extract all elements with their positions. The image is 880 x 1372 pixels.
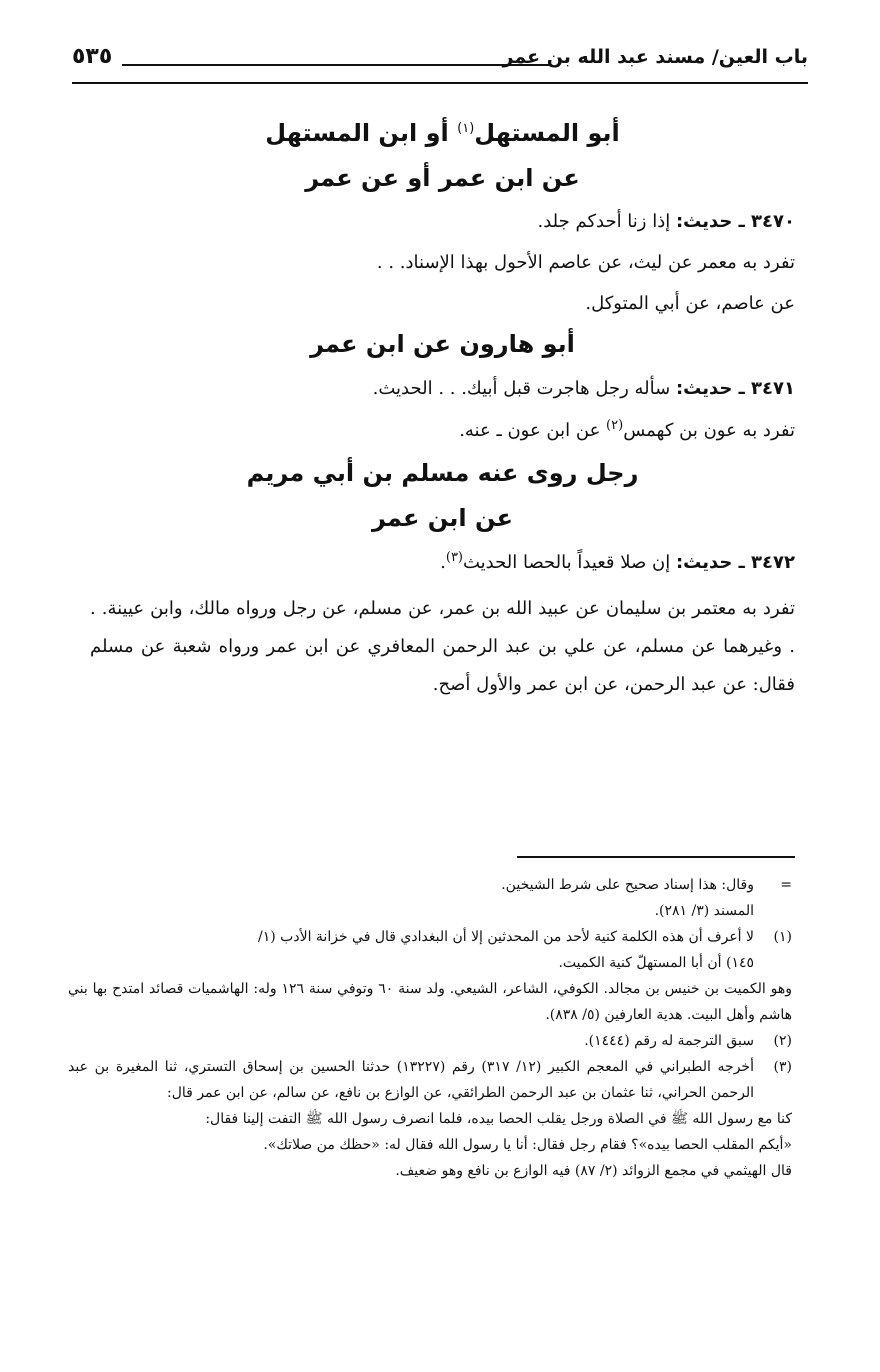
- footnote-paragraph: وهو الكميت بن خنيس بن مجالد. الكوفي، الشاعر، الشيعي. ولد سنة ٦٠ وتوفي سنة ١٢٦ وله: الهاشميات قصائد امتدح بها بني هاشم وأهل البيت. هدية العارفين (٥/ ٨٣٨).: [68, 981, 792, 1023]
- running-header: [72, 40, 808, 84]
- footnote-paragraph: قال الهيثمي في مجمع الزوائد (٢/ ٨٧) فيه الوازع بن نافع وهو ضعيف.: [395, 1163, 792, 1179]
- footnote-ref-2[interactable]: (٢): [606, 417, 624, 433]
- hadith-number: ٣٤٧١ ـ حديث:: [675, 377, 795, 399]
- footnote-continuation: [68, 872, 792, 924]
- footnote-1-para: [68, 976, 792, 1028]
- footnote-line: سبق الترجمة له رقم (١٤٤٤).: [584, 1033, 754, 1049]
- hadith-3472: [90, 548, 795, 576]
- heading-text: أبو المستهل: [474, 119, 620, 147]
- footnote-ref-1[interactable]: (١): [457, 121, 475, 136]
- chapter-title: باب العين/ مسند عبد الله بن عمر: [502, 46, 808, 68]
- hadith-number: ٣٤٧٠ ـ حديث:: [675, 211, 795, 233]
- footnote-2: [68, 1028, 792, 1054]
- main-content: [90, 110, 795, 704]
- hadith-3470-note: تفرد به معمر عن ليث، عن عاصم الأحول بهذا الإسناد. . .: [376, 252, 795, 274]
- footnote-3-para: [68, 1106, 792, 1132]
- continuation-mark: =: [780, 877, 792, 893]
- footnote-ref-3[interactable]: (٣): [445, 549, 463, 565]
- footnote-separator: [517, 856, 795, 858]
- note-text: تفرد به عون بن كهمس: [623, 419, 795, 441]
- header-rule: [122, 64, 550, 66]
- footnote-number: (٢): [773, 1033, 792, 1049]
- footnote-3: [68, 1054, 792, 1106]
- hadith-number: ٣٤٧٢ ـ حديث:: [675, 551, 795, 573]
- footnote-line: ١٤٥) أن أبا المستهلّ كنية الكميت.: [558, 955, 754, 971]
- hadith-3471-note: [90, 416, 795, 444]
- section-subheading: عن ابن عمر: [372, 503, 513, 532]
- footnote-paragraph: أخرجه الطبراني في المعجم الكبير (١٢/ ٣١٧) رقم (١٣٢٢٧) حدثنا الحسين بن إسحاق التستري، ثنا المغيرة بن عبد الرحمن الحراني، ثنا عثمان بن عبد الرحمن الطرائقي، عن الوازع بن نافع، عن سالم، عن ابن عمر قال:: [68, 1059, 754, 1101]
- footnote-line: المسند (٣/ ٢٨١).: [654, 903, 754, 919]
- section-heading-abu-al-mustahil: [90, 118, 795, 149]
- footnotes: [68, 872, 792, 1184]
- hadith-3471: [90, 375, 795, 402]
- footnote-3-para: [68, 1158, 792, 1184]
- note-text: عن ابن عون ـ عنه.: [459, 419, 601, 441]
- section-heading-abu-harun: أبو هارون عن ابن عمر: [310, 330, 575, 359]
- footnote-number: (٣): [773, 1059, 792, 1075]
- footnote-paragraph: «أيكم المقلب الحصا بيده»؟ فقام رجل فقال: أنا يا رسول الله فقال له: «حظك من صلاتك».: [263, 1137, 792, 1153]
- hadith-end: .: [440, 551, 446, 573]
- hadith-text: إن صلا قعيداً بالحصا الحديث: [463, 551, 671, 573]
- page-number: ٥٣٥: [72, 44, 113, 69]
- heading-text: أو ابن المستهل: [265, 119, 449, 147]
- hadith-3470-note-2: عن عاصم، عن أبي المتوكل.: [585, 293, 795, 315]
- footnote-3-para: [68, 1132, 792, 1158]
- footnote-line: وقال: هذا إسناد صحيح على شرط الشيخين.: [501, 877, 754, 893]
- section-subheading: عن ابن عمر أو عن عمر: [305, 164, 580, 193]
- section-heading-rajul: رجل روى عنه مسلم بن أبي مريم: [246, 458, 639, 487]
- hadith-3472-commentary: تفرد به معتمر بن سليمان عن عبيد الله بن عمر، عن مسلم، عن رجل ورواه مالك، وابن عيينة. . . وغيرهما عن مسلم، عن علي بن عبد الرحمن المعافري عن ابن عمر ورواه شعبة عن مسلم فقال: عن عبد الرحمن، عن ابن عمر والأول أصح.: [90, 597, 795, 695]
- hadith-text: سأله رجل هاجرت قبل أبيك. . . الحديث.: [372, 377, 671, 399]
- footnote-number: (١): [773, 929, 792, 945]
- hadith-text: إذا زنا أحدكم جلد.: [537, 211, 671, 233]
- footnote-line: لا أعرف أن هذه الكلمة كنية لأحد من المحدثين إلا أن البغدادي قال في خزانة الأدب (١/: [258, 929, 754, 945]
- hadith-3470: [90, 208, 795, 235]
- footnote-1: [68, 924, 792, 976]
- footnote-paragraph: كنا مع رسول الله ﷺ في الصلاة ورجل يقلب الحصا بيده، فلما انصرف رسول الله ﷺ التفت إلينا فقال:: [205, 1111, 792, 1127]
